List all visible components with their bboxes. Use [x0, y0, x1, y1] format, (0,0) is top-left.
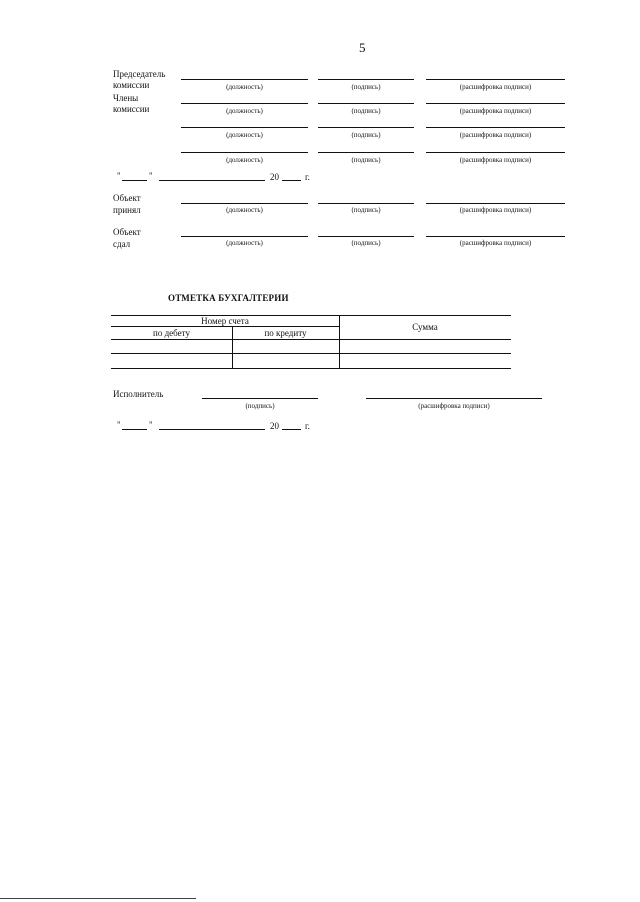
- executor-decoding-line[interactable]: [366, 398, 542, 399]
- debit-header: по дебету: [153, 328, 190, 338]
- date-year-prefix: 20: [270, 172, 279, 182]
- date-month-line[interactable]: [159, 180, 265, 181]
- decoding-caption: (расшифровка подписи): [459, 83, 532, 91]
- position-caption: (должность): [226, 239, 263, 247]
- position-caption: (должность): [226, 83, 263, 91]
- account-number-header: Номер счета: [201, 316, 249, 326]
- signature-caption: (подпись): [351, 239, 381, 247]
- credit-header: по кредиту: [264, 328, 307, 338]
- members-label-line1: Члены: [113, 93, 139, 103]
- date-day-line[interactable]: [122, 429, 147, 430]
- chairman-label-line1: Председатель: [113, 69, 166, 79]
- date-month-line[interactable]: [159, 429, 265, 430]
- date-quote-open: ": [117, 420, 121, 430]
- date-quote-close: ": [149, 171, 153, 181]
- position-caption: (должность): [226, 107, 263, 115]
- member3-position-line[interactable]: [181, 152, 308, 153]
- date-year-suffix: г.: [305, 172, 310, 182]
- date-day-line[interactable]: [122, 180, 147, 181]
- executor-label: Исполнитель: [113, 389, 164, 399]
- member2-signature-line[interactable]: [318, 127, 414, 128]
- executor-signature-caption: (подпись): [245, 402, 275, 410]
- page-number: 5: [359, 40, 366, 55]
- chairman-signature-line[interactable]: [318, 79, 414, 80]
- date-year-suffix: г.: [305, 421, 310, 431]
- date-quote-close: ": [149, 420, 153, 430]
- signature-caption: (подпись): [351, 206, 381, 214]
- signature-caption: (подпись): [351, 131, 381, 139]
- handed-position-line[interactable]: [181, 236, 308, 237]
- accepted-decoding-line[interactable]: [426, 203, 565, 204]
- signature-caption: (подпись): [351, 156, 381, 164]
- accepted-position-line[interactable]: [181, 203, 308, 204]
- table-row-border: [111, 353, 511, 354]
- handed-signature-line[interactable]: [318, 236, 414, 237]
- table-bottom-border: [111, 368, 511, 369]
- decoding-caption: (расшифровка подписи): [459, 131, 532, 139]
- accounting-title: ОТМЕТКА БУХГАЛТЕРИИ: [168, 293, 289, 303]
- decoding-caption: (расшифровка подписи): [459, 239, 532, 247]
- member1-position-line[interactable]: [181, 103, 308, 104]
- member2-decoding-line[interactable]: [426, 127, 565, 128]
- member1-decoding-line[interactable]: [426, 103, 565, 104]
- amount-cell[interactable]: [340, 340, 511, 353]
- credit-cell[interactable]: [233, 340, 339, 353]
- member3-decoding-line[interactable]: [426, 152, 565, 153]
- handed-label-line1: Объект: [113, 227, 141, 237]
- decoding-caption: (расшифровка подписи): [459, 107, 532, 115]
- chairman-label-line2: комиссии: [113, 80, 150, 90]
- accepted-label-line1: Объект: [113, 193, 141, 203]
- position-caption: (должность): [226, 206, 263, 214]
- accepted-signature-line[interactable]: [318, 203, 414, 204]
- executor-signature-line[interactable]: [202, 398, 318, 399]
- chairman-position-line[interactable]: [181, 79, 308, 80]
- date-year-line[interactable]: [282, 180, 301, 181]
- chairman-decoding-line[interactable]: [426, 79, 565, 80]
- position-caption: (должность): [226, 156, 263, 164]
- signature-caption: (подпись): [351, 83, 381, 91]
- accepted-label-line2: принял: [113, 205, 141, 215]
- date-year-prefix: 20: [270, 421, 279, 431]
- date-quote-open: ": [117, 171, 121, 181]
- member3-signature-line[interactable]: [318, 152, 414, 153]
- signature-caption: (подпись): [351, 107, 381, 115]
- handed-decoding-line[interactable]: [426, 236, 565, 237]
- footer-separator: [0, 898, 196, 899]
- debit-cell[interactable]: [111, 340, 232, 353]
- decoding-caption: (расшифровка подписи): [459, 206, 532, 214]
- member2-position-line[interactable]: [181, 127, 308, 128]
- handed-label-line2: сдал: [113, 239, 131, 249]
- members-label-line2: комиссии: [113, 104, 150, 114]
- decoding-caption: (расшифровка подписи): [459, 156, 532, 164]
- date-year-line[interactable]: [282, 429, 301, 430]
- executor-decoding-caption: (расшифровка подписи): [418, 402, 490, 410]
- member1-signature-line[interactable]: [318, 103, 414, 104]
- amount-header: Сумма: [412, 322, 438, 332]
- position-caption: (должность): [226, 131, 263, 139]
